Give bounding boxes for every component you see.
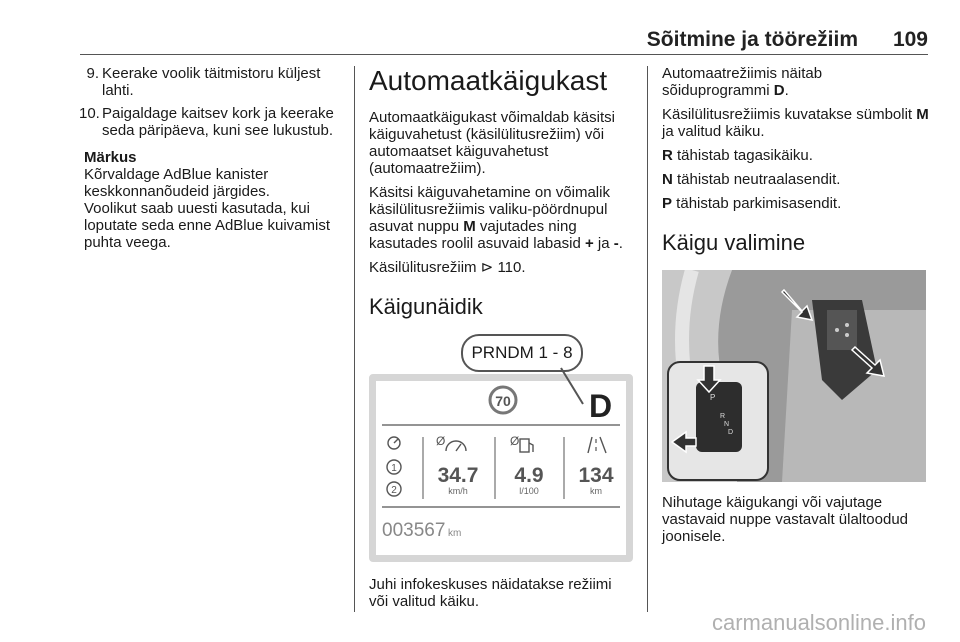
fuel-pump-icon bbox=[520, 439, 529, 452]
average-symbol: Ø bbox=[436, 434, 446, 448]
average-symbol: Ø bbox=[510, 434, 520, 448]
text-run: . bbox=[618, 235, 623, 252]
column-left bbox=[79, 65, 341, 258]
text-run: Käsilülitusrežiimis kuvatakse sümbolit bbox=[662, 106, 917, 123]
paragraph-neutral bbox=[662, 171, 930, 188]
column-divider-2 bbox=[647, 66, 648, 612]
figure-caption: Nihutage käigukangi või vajutage vastavaid nuppe vastavalt ülaltoodud joonisele. bbox=[662, 494, 909, 545]
knob-marking bbox=[835, 328, 839, 332]
road-icon-left bbox=[588, 437, 592, 453]
list-text: Keerake voolik täitmistoru küljest lahti. bbox=[102, 65, 321, 99]
section-heading: Automaatkäigukast bbox=[369, 65, 608, 96]
sub-heading: Käigu valimine bbox=[662, 230, 806, 255]
lever-r-label: R bbox=[720, 413, 726, 420]
knob-marking bbox=[845, 323, 849, 327]
text-run: Käsilülitusrežiim bbox=[369, 259, 481, 276]
bold-n: N bbox=[662, 171, 673, 188]
bold-m: M bbox=[463, 218, 476, 235]
gear-indicator-illustration bbox=[365, 334, 627, 564]
note-paragraph-2: Voolikut saab uuesti kasutada, kui loputate seda enne AdBlue kuivamist puhta veega. bbox=[84, 200, 330, 251]
bold-r: R bbox=[662, 147, 673, 164]
list-item bbox=[79, 65, 341, 99]
reference-arrow-icon: ⊳ bbox=[480, 259, 494, 276]
text-run: tähistab neutraalasendit. bbox=[672, 171, 841, 188]
text-run: . bbox=[784, 82, 789, 99]
speed-limit-value: 70 bbox=[495, 393, 511, 409]
range-value: 134 bbox=[578, 464, 614, 487]
paragraph-intro: Automaatkäigukast võimaldab käsitsi käiguvahetust (käsilülitusrežiim) või automaatset käiguvahetust (automaatrežiim). bbox=[369, 109, 615, 177]
column-right bbox=[662, 65, 930, 552]
bold-m: M bbox=[916, 106, 929, 123]
header-rule bbox=[80, 54, 928, 55]
sub-heading: Käigunäidik bbox=[369, 294, 483, 319]
fuel-consumption-unit: l/100 bbox=[519, 486, 539, 496]
figure-caption: Juhi infokeskuses näidatakse režiimi või valitud käiku. bbox=[369, 576, 612, 610]
trip-1-label: 1 bbox=[391, 463, 397, 474]
page-header bbox=[80, 28, 928, 52]
column-divider-1 bbox=[354, 66, 355, 612]
gear-lever-photo bbox=[662, 270, 926, 482]
fuel-consumption-value: 4.9 bbox=[514, 464, 544, 487]
bold-p: P bbox=[662, 195, 673, 212]
bold-minus: - bbox=[613, 235, 619, 252]
callout-pointer bbox=[365, 334, 627, 424]
column-middle bbox=[369, 65, 633, 617]
text-run: tähistab parkimisasendit. bbox=[672, 195, 842, 212]
paragraph-manual-shift bbox=[369, 184, 633, 252]
knob-marking bbox=[845, 333, 849, 337]
lever-n-label: N bbox=[724, 421, 730, 428]
gear-lever-illustration bbox=[662, 270, 926, 482]
range-unit: km bbox=[590, 486, 602, 496]
paragraph-auto-mode bbox=[662, 65, 930, 99]
lever-d-label: D bbox=[728, 429, 734, 436]
running-title: Sõitmine ja töörežiim bbox=[646, 28, 858, 51]
reference-page: 110. bbox=[493, 259, 526, 276]
list-number: 10. bbox=[79, 105, 100, 122]
paragraph-reverse bbox=[662, 147, 930, 164]
list-text: Paigaldage kaitsev kork ja keerake seda päripäeva, kuni see lukustub. bbox=[102, 105, 334, 139]
text-run: Käsitsi käiguvahetamine on võimalik käsilülitusrežiimis valiku-pöördnupul asuvat nuppu bbox=[369, 184, 610, 235]
text-run: ja bbox=[593, 235, 614, 252]
odometer-unit: km bbox=[448, 528, 462, 539]
lever-p-label: P bbox=[710, 393, 716, 402]
text-run: vajutades ning kasutades roolil asuvaid labasid bbox=[369, 218, 585, 252]
trip-icon-needle bbox=[394, 439, 398, 443]
note-heading: Märkus bbox=[84, 149, 137, 166]
trip-2-label: 2 bbox=[391, 485, 397, 496]
odometer-value: 003567 bbox=[382, 520, 446, 541]
text-run: Automaatrežiimis näitab sõiduprogrammi bbox=[662, 65, 823, 99]
lever-knob bbox=[827, 310, 857, 350]
watermark: carmanualsonline.info bbox=[711, 610, 926, 635]
bold-plus: + bbox=[584, 235, 594, 252]
text-run: tähistab tagasikäiku. bbox=[672, 147, 813, 164]
closeup-lever-knob bbox=[696, 382, 742, 452]
list-number: 9. bbox=[86, 65, 99, 82]
average-speed-unit: km/h bbox=[448, 486, 468, 496]
paragraph-manual-mode bbox=[662, 106, 930, 140]
note-paragraph-1: Kõrvaldage AdBlue kanister keskkonnanõudeid järgides. bbox=[84, 166, 270, 200]
paragraph-park bbox=[662, 195, 930, 212]
gear-letter: D bbox=[589, 388, 613, 424]
page-number: 109 bbox=[892, 28, 928, 51]
road-icon-right bbox=[600, 437, 606, 453]
speedometer-needle bbox=[456, 444, 461, 451]
average-speed-value: 34.7 bbox=[437, 464, 479, 487]
cross-reference[interactable] bbox=[369, 259, 633, 276]
callout-bubble: PRNDM 1 - 8 bbox=[461, 334, 583, 372]
speedometer-icon bbox=[446, 441, 466, 451]
list-item bbox=[79, 105, 341, 139]
text-run: ja valitud käiku. bbox=[662, 123, 765, 140]
bold-d: D bbox=[773, 82, 785, 99]
